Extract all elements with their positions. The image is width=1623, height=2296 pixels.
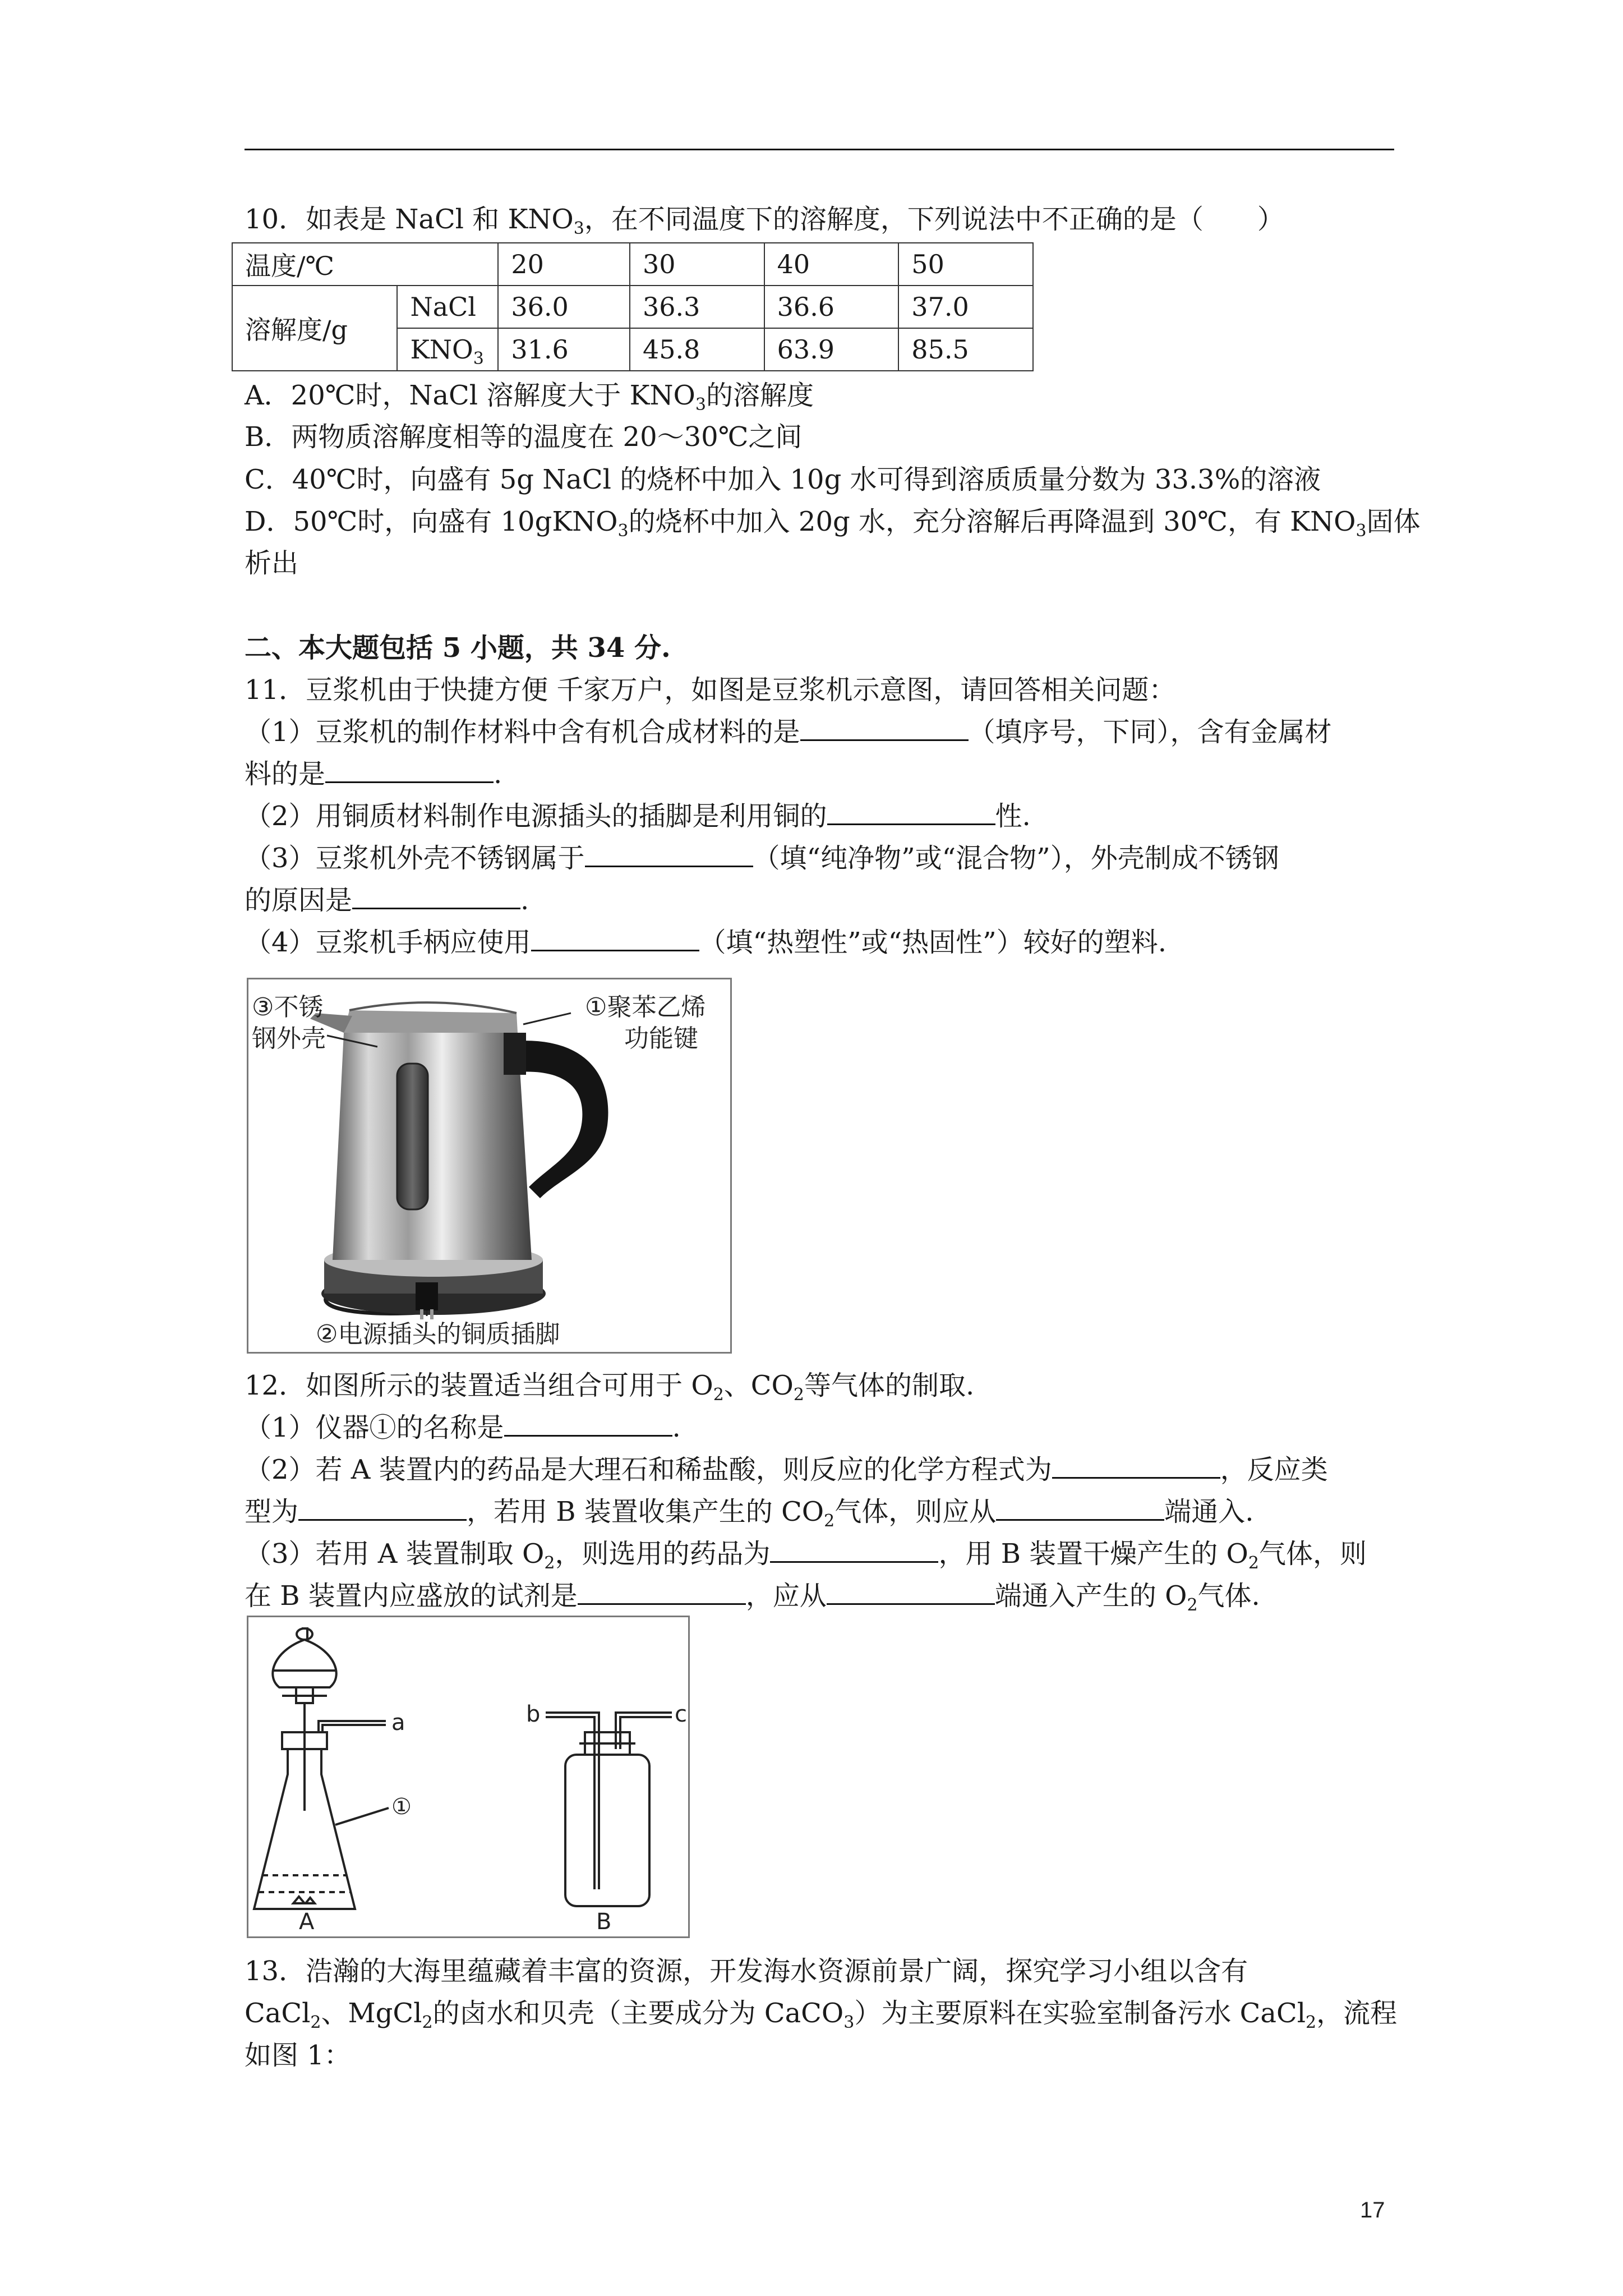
q10-option-a: A．20℃时，NaCl 溶解度大于 $KNO_3$的溶解度 xyxy=(245,380,814,415)
header-rule xyxy=(245,149,1394,150)
nacl-value-cell: 36.3 xyxy=(630,286,764,328)
table-row xyxy=(232,286,1033,328)
gas-apparatus-icon xyxy=(248,1617,688,1936)
q13-line2: CaCl$_2$、MgCl$_2$的卤水和贝壳（主要成分为 CaCO$_3$）为主要原料在实验室制备污水 CaCl$_2$，流程 xyxy=(245,1998,1398,2032)
answer-blank[interactable] xyxy=(996,1493,1164,1521)
temp-cell: 30 xyxy=(630,243,764,286)
q12-part3-cont: 在 B 装置内应盛放的试剂是 ，应从 端通入产生的 $O_2$气体. xyxy=(245,1575,1260,1617)
temp-cell: 20 xyxy=(498,243,630,286)
kno3-value-cell: 45.8 xyxy=(630,328,764,371)
answer-blank[interactable] xyxy=(578,1577,746,1605)
q10-option-c: C．40℃时，向盛有 5g NaCl 的烧杯中加入 10g 水可得到溶质质量分数为 33.3%的溶液 xyxy=(245,464,1321,495)
temp-cell: 50 xyxy=(898,243,1033,286)
q10-option-d: D．50℃时，向盛有 10gKNO$_3$的烧杯中加入 20g 水，充分溶解后再降温到 30℃，有 $KNO_3$固体 xyxy=(245,506,1421,541)
caption-A: A xyxy=(299,1909,315,1935)
temp-cell: 40 xyxy=(764,243,899,286)
kettle-figure xyxy=(247,978,732,1354)
q11-part2: （2）用铜质材料制作电源插头的插脚是利用铜的 性. xyxy=(245,795,1031,837)
answer-blank[interactable] xyxy=(827,798,995,825)
answer-blank[interactable] xyxy=(352,882,520,909)
kno3-value-cell: 31.6 xyxy=(498,328,630,371)
port-c-label: c xyxy=(675,1701,687,1727)
q11-part3-cont: 的原因是 . xyxy=(245,880,529,921)
q11-part1-cont: 料的是 . xyxy=(245,753,502,795)
answer-blank[interactable] xyxy=(504,1409,672,1437)
port-b-label: b xyxy=(526,1701,541,1727)
q12-part1: （1）仪器①的名称是 . xyxy=(245,1407,681,1448)
q13-line1: 13．浩瀚的大海里蕴藏着丰富的资源，开发海水资源前景广阔，探究学习小组以含有 xyxy=(245,1955,1248,1987)
q11-part1: （1）豆浆机的制作材料中含有机合成材料的是 （填序号，下同），含有金属材 xyxy=(245,711,1332,753)
q12-stem: 12．如图所示的装置适当组合可用于 $O_2$、$CO_2$等气体的制取. xyxy=(245,1370,975,1405)
kno3-value-cell: 63.9 xyxy=(764,328,899,371)
answer-blank[interactable] xyxy=(827,1577,995,1605)
q11-part3: （3）豆浆机外壳不锈钢属于 （填“纯净物”或“混合物”），外壳制成不锈钢 xyxy=(245,838,1279,879)
kettle-label-plug: ②电源插头的铜质插脚 xyxy=(316,1320,560,1349)
solubility-label-cell: 溶解度/g xyxy=(232,286,397,371)
q11-stem: 11．豆浆机由于快捷方便 千家万户，如图是豆浆机示意图，请回答相关问题： xyxy=(245,674,1176,706)
q10-stem: 10．如表是 NaCl 和 $KNO_3$，在不同温度下的溶解度，下列说法中不正确的是（ ） xyxy=(245,204,1284,238)
temp-header-cell: 温度/℃ xyxy=(232,243,498,286)
kettle-label-button: ①聚苯乙烯 功能键 xyxy=(585,993,706,1053)
answer-blank[interactable] xyxy=(325,756,494,783)
apparatus-figure xyxy=(247,1616,690,1938)
answer-blank[interactable] xyxy=(800,714,969,741)
section-heading: 二、本大题包括 5 小题，共 34 分. xyxy=(245,632,671,664)
caption-B: B xyxy=(596,1909,612,1935)
table-row xyxy=(232,243,1033,286)
kettle-label-shell: ③不锈 钢外壳 xyxy=(252,993,326,1053)
answer-blank[interactable] xyxy=(531,924,699,951)
answer-blank[interactable] xyxy=(770,1535,938,1563)
nacl-label-cell: NaCl xyxy=(397,286,498,328)
answer-blank[interactable] xyxy=(585,840,753,867)
q11-part4: （4）豆浆机手柄应使用 （填“热塑性”或“热固性”）较好的塑料. xyxy=(245,922,1166,963)
q12-part2: （2）若 A 装置内的药品是大理石和稀盐酸，则反应的化学方程式为 ，反应类 xyxy=(245,1449,1328,1490)
nacl-value-cell: 36.0 xyxy=(498,286,630,328)
q12-part2-cont: 型为 ，若用 B 装置收集产生的 $CO_2$气体，则应从 端通入. xyxy=(245,1491,1254,1533)
instrument-1-label: ① xyxy=(391,1794,412,1820)
nacl-value-cell: 36.6 xyxy=(764,286,899,328)
q12-part3: （3）若用 A 装置制取 $O_2$，则选用的药品为 ，用 B 装置干燥产生的 $O_2$气体，则 xyxy=(245,1533,1367,1575)
solubility-table xyxy=(232,242,1034,371)
answer-blank[interactable] xyxy=(1052,1451,1220,1479)
q13-line3: 如图 1： xyxy=(245,2040,351,2071)
answer-blank[interactable] xyxy=(298,1493,467,1521)
q10-option-b: B．两物质溶解度相等的温度在 20～30℃之间 xyxy=(245,421,803,453)
q10-option-d-cont: 析出 xyxy=(245,547,299,579)
port-a-label: a xyxy=(391,1710,405,1736)
page-number: 17 xyxy=(1360,2198,1385,2223)
kno3-value-cell: 85.5 xyxy=(898,328,1033,371)
nacl-value-cell: 37.0 xyxy=(898,286,1033,328)
kno3-label-cell: $KNO_3$ xyxy=(397,328,498,371)
